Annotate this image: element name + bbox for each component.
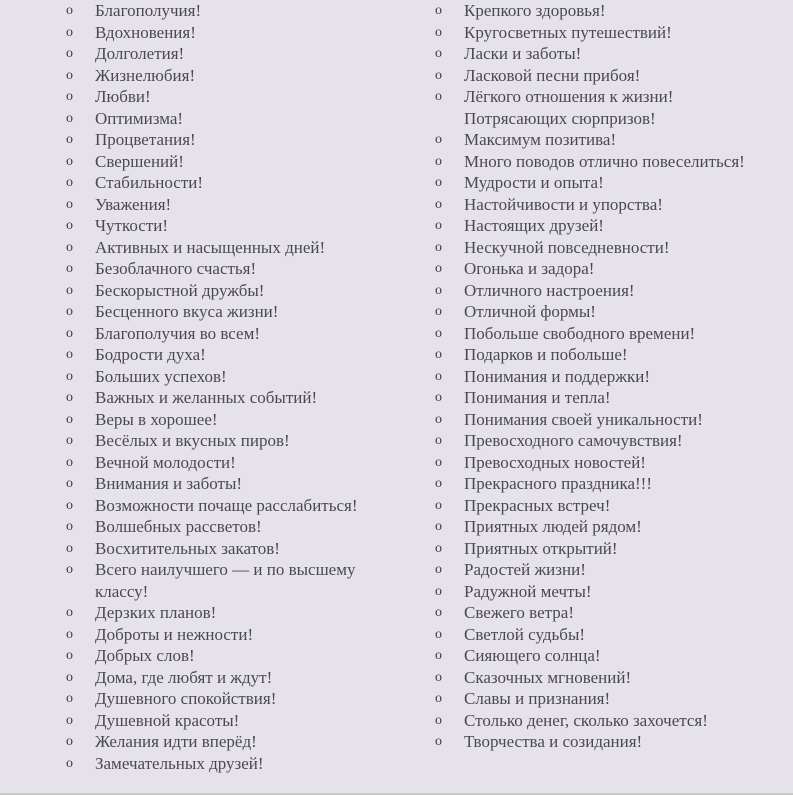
list-item <box>66 409 396 431</box>
list-item-text: Возможности почаще расслабиться! <box>95 495 358 515</box>
list-item <box>66 688 396 710</box>
list-item <box>66 452 396 474</box>
list-item <box>66 366 396 388</box>
bullet-icon: o <box>66 626 73 642</box>
bullet-icon: o <box>435 648 442 663</box>
list-item <box>435 624 765 646</box>
list-item-text: Доброты и нежности! <box>95 624 254 644</box>
list-item-text: Радужной мечты! <box>464 581 592 601</box>
bullet-icon: o <box>435 712 442 728</box>
bullet-icon: o <box>435 347 442 362</box>
list-item <box>66 624 396 646</box>
bullet-icon: o <box>66 239 73 255</box>
bullet-icon: o <box>435 605 442 620</box>
list-item-text: Ласковой песни прибоя! <box>464 65 641 85</box>
list-item-text: Прекрасного праздника!!! <box>464 474 652 493</box>
bullet-icon: o <box>435 476 442 491</box>
bullet-icon: o <box>435 390 442 405</box>
bullet-icon: o <box>435 519 442 534</box>
list-item <box>435 430 765 452</box>
bullet-icon: o <box>435 583 442 599</box>
list-item-text: Процветания! <box>95 130 196 149</box>
list-item-text: Превосходного самочувствия! <box>464 431 683 450</box>
list-item-text: Приятных открытий! <box>464 538 618 558</box>
list-item-text: Радостей жизни! <box>464 560 586 579</box>
list-item <box>435 645 765 667</box>
bullet-icon: o <box>66 175 73 190</box>
list-item <box>435 65 765 87</box>
list-item <box>66 710 396 732</box>
bullet-icon: o <box>66 497 73 513</box>
bullet-icon: o <box>66 605 73 620</box>
list-item-text: Душевного спокойствия! <box>95 689 277 708</box>
bullet-icon: o <box>66 261 73 276</box>
list-item <box>435 0 765 22</box>
list-item-text: Кругосветных путешествий! <box>464 22 672 42</box>
list-item-text: Вдохновения! <box>95 22 196 42</box>
list-item-text: Нескучной повседневности! <box>464 237 670 257</box>
list-item <box>66 602 396 624</box>
bullet-icon: o <box>435 368 442 384</box>
list-item <box>66 258 396 280</box>
bullet-icon: o <box>66 368 73 384</box>
list-item-text: Добрых слов! <box>95 646 195 665</box>
list-item <box>435 559 765 581</box>
list-item-text: Побольше свободного времени! <box>464 323 696 343</box>
list-item-text: Понимания и тепла! <box>464 388 611 407</box>
list-item <box>435 731 765 753</box>
bullet-icon: o <box>66 454 73 470</box>
list-item-text: Мудрости и опыта! <box>464 173 604 192</box>
list-item-text: Настойчивости и упорства! <box>464 194 663 214</box>
list-item-text: Долголетия! <box>95 44 185 63</box>
list-item-text: Внимания и заботы! <box>95 474 243 493</box>
bullet-icon: o <box>435 175 442 190</box>
bullet-icon: o <box>66 89 73 104</box>
list-item <box>435 688 765 710</box>
bullet-icon: o <box>435 153 442 169</box>
list-item-text: Бодрости духа! <box>95 345 206 364</box>
list-item-text: Отличного настроения! <box>464 280 635 300</box>
list-item-text: Бескорыстной дружбы! <box>95 280 265 300</box>
list-item-text: Понимания и поддержки! <box>464 366 650 386</box>
list-item <box>435 280 765 302</box>
list-item <box>435 602 765 624</box>
list-item-text: Бесценного вкуса жизни! <box>95 302 279 321</box>
bullet-icon: o <box>66 153 73 169</box>
bullet-icon: o <box>435 540 442 556</box>
list-item <box>66 151 396 173</box>
list-item <box>66 172 396 194</box>
bullet-icon: o <box>435 46 442 61</box>
list-item-text: Отличной формы! <box>464 302 596 321</box>
bullet-icon: o <box>435 89 442 104</box>
bullet-icon: o <box>435 282 442 298</box>
list-item-text: Душевной красоты! <box>95 710 240 730</box>
list-item <box>435 172 765 194</box>
bullet-icon: o <box>435 454 442 470</box>
list-item-text: Важных и желанных событий! <box>95 388 318 407</box>
list-item-text: Много поводов отлично повеселиться! <box>464 151 745 171</box>
bullet-icon: o <box>66 562 73 577</box>
list-item <box>66 65 396 87</box>
list-item-text: Желания идти вперёд! <box>95 732 257 751</box>
bullet-icon: o <box>66 325 73 341</box>
list-item-text: Столько денег, сколько захочется! <box>464 710 708 730</box>
list-item-text: Вечной молодости! <box>95 452 236 472</box>
bullet-icon: o <box>435 669 442 685</box>
bullet-icon: o <box>435 239 442 255</box>
bullet-icon: o <box>435 626 442 642</box>
list-item <box>435 258 765 280</box>
list-item <box>66 495 396 517</box>
list-item <box>66 516 396 538</box>
list-item-text: Славы и признания! <box>464 689 611 708</box>
list-item-text: Безоблачного счастья! <box>95 259 257 278</box>
list-item-text: Максимум позитива! <box>464 130 617 149</box>
list-item-text: Активных и насыщенных дней! <box>95 237 326 257</box>
list-item <box>435 387 765 409</box>
list-item <box>435 22 765 44</box>
bullet-icon: o <box>66 304 73 319</box>
list-item <box>66 43 396 65</box>
list-item <box>66 237 396 259</box>
bullet-icon: o <box>435 67 442 83</box>
bullet-icon: o <box>66 648 73 663</box>
bullet-icon: o <box>435 261 442 276</box>
bullet-icon: o <box>435 497 442 513</box>
wishes-list-left <box>66 0 396 774</box>
list-item-text: Всего наилучшего — и по высшему классу! <box>95 560 356 601</box>
list-item-text: Понимания своей уникальности! <box>464 409 703 429</box>
bullet-icon: o <box>66 347 73 362</box>
list-item-text: Стабильности! <box>95 173 204 192</box>
bullet-icon: o <box>435 562 442 577</box>
list-item <box>66 215 396 237</box>
bullet-icon: o <box>435 24 442 40</box>
list-item-text: Благополучия во всем! <box>95 323 260 343</box>
list-item <box>66 86 396 108</box>
bullet-icon: o <box>66 132 73 147</box>
list-item <box>66 129 396 151</box>
list-item-text: Чуткости! <box>95 216 169 235</box>
list-item <box>66 645 396 667</box>
list-item <box>435 495 765 517</box>
list-item <box>435 43 765 65</box>
wishes-list-right <box>435 0 765 753</box>
list-item-text: Свежего ветра! <box>464 603 574 622</box>
bullet-icon: o <box>66 712 73 728</box>
bullet-icon: o <box>66 519 73 534</box>
list-item-text: Волшебных рассветов! <box>95 517 262 536</box>
list-item <box>66 344 396 366</box>
bullet-icon: o <box>66 433 73 448</box>
list-item-text: Любви! <box>95 87 151 106</box>
list-item <box>66 280 396 302</box>
bullet-icon: o <box>66 46 73 61</box>
bullet-icon: o <box>66 476 73 491</box>
list-item-text: Восхитительных закатов! <box>95 538 280 558</box>
bullet-icon: o <box>435 433 442 448</box>
list-item <box>435 581 765 603</box>
list-item <box>66 194 396 216</box>
bullet-icon: o <box>435 218 442 233</box>
list-item-text: Приятных людей рядом! <box>464 517 642 536</box>
bullet-icon: o <box>66 110 73 126</box>
bullet-icon: o <box>66 669 73 685</box>
list-item <box>435 710 765 732</box>
list-item-text: Сияющего солнца! <box>464 646 601 665</box>
list-item <box>435 409 765 431</box>
list-item-text: Сказочных мгновений! <box>464 667 632 687</box>
list-item-text: Крепкого здоровья! <box>464 1 606 20</box>
bullet-icon: o <box>66 755 73 771</box>
list-item <box>435 323 765 345</box>
list-item-text: Дерзких планов! <box>95 603 217 622</box>
list-item-text: Замечательных друзей! <box>95 753 264 773</box>
list-item-text: Ласки и заботы! <box>464 44 582 63</box>
list-item-text: Благополучия! <box>95 1 202 20</box>
list-item <box>66 323 396 345</box>
list-item-text: Больших успехов! <box>95 366 227 386</box>
list-item <box>66 387 396 409</box>
list-item <box>66 22 396 44</box>
list-item <box>66 0 396 22</box>
list-item-text: Огонька и задора! <box>464 259 595 278</box>
list-item-text: Жизнелюбия! <box>95 65 196 85</box>
list-item-text: Свершений! <box>95 151 184 171</box>
bullet-icon: o <box>66 24 73 40</box>
list-item <box>435 215 765 237</box>
list-item <box>435 452 765 474</box>
list-item <box>435 366 765 388</box>
list-item <box>435 344 765 366</box>
list-item-text: Превосходных новостей! <box>464 452 646 472</box>
list-item <box>435 129 765 151</box>
bullet-icon: o <box>435 304 442 319</box>
list-item <box>66 538 396 560</box>
list-item <box>66 667 396 689</box>
list-item <box>66 731 396 753</box>
list-item <box>435 194 765 216</box>
bullet-icon: o <box>66 196 73 212</box>
list-item-text: Подарков и побольше! <box>464 345 628 364</box>
list-item <box>66 430 396 452</box>
list-item-text: Светлой судьбы! <box>464 624 586 644</box>
list-item <box>66 753 396 775</box>
list-item <box>435 301 765 323</box>
bullet-icon: o <box>435 691 442 706</box>
bullet-icon: o <box>66 411 73 427</box>
bullet-icon: o <box>435 3 442 18</box>
list-item <box>435 667 765 689</box>
list-item <box>435 86 765 129</box>
list-item <box>435 237 765 259</box>
list-item-text: Весёлых и вкусных пиров! <box>95 431 290 450</box>
list-item <box>66 473 396 495</box>
bullet-icon: o <box>66 390 73 405</box>
list-item <box>435 538 765 560</box>
list-item-text: Уважения! <box>95 194 172 214</box>
list-item <box>66 559 396 602</box>
list-item <box>66 108 396 130</box>
bullet-icon: o <box>435 196 442 212</box>
list-item <box>435 473 765 495</box>
list-item-text: Дома, где любят и ждут! <box>95 667 273 687</box>
bullet-icon: o <box>66 282 73 298</box>
bullet-icon: o <box>435 411 442 427</box>
list-item-text: Лёгкого отношения к жизни! Потрясающих сюрпризов! <box>464 87 674 128</box>
list-item-text: Творчества и созидания! <box>464 732 643 751</box>
list-item <box>435 516 765 538</box>
bullet-icon: o <box>66 218 73 233</box>
list-item <box>435 151 765 173</box>
bullet-icon: o <box>66 691 73 706</box>
list-item-text: Настоящих друзей! <box>464 216 604 235</box>
list-item-text: Веры в хорошее! <box>95 409 218 429</box>
bullet-icon: o <box>66 540 73 556</box>
bullet-icon: o <box>435 132 442 147</box>
bullet-icon: o <box>66 67 73 83</box>
list-item-text: Оптимизма! <box>95 108 184 128</box>
bullet-icon: o <box>435 734 442 749</box>
bullet-icon: o <box>66 3 73 18</box>
bullet-icon: o <box>435 325 442 341</box>
list-item <box>66 301 396 323</box>
list-item-text: Прекрасных встреч! <box>464 495 611 515</box>
bullet-icon: o <box>66 734 73 749</box>
